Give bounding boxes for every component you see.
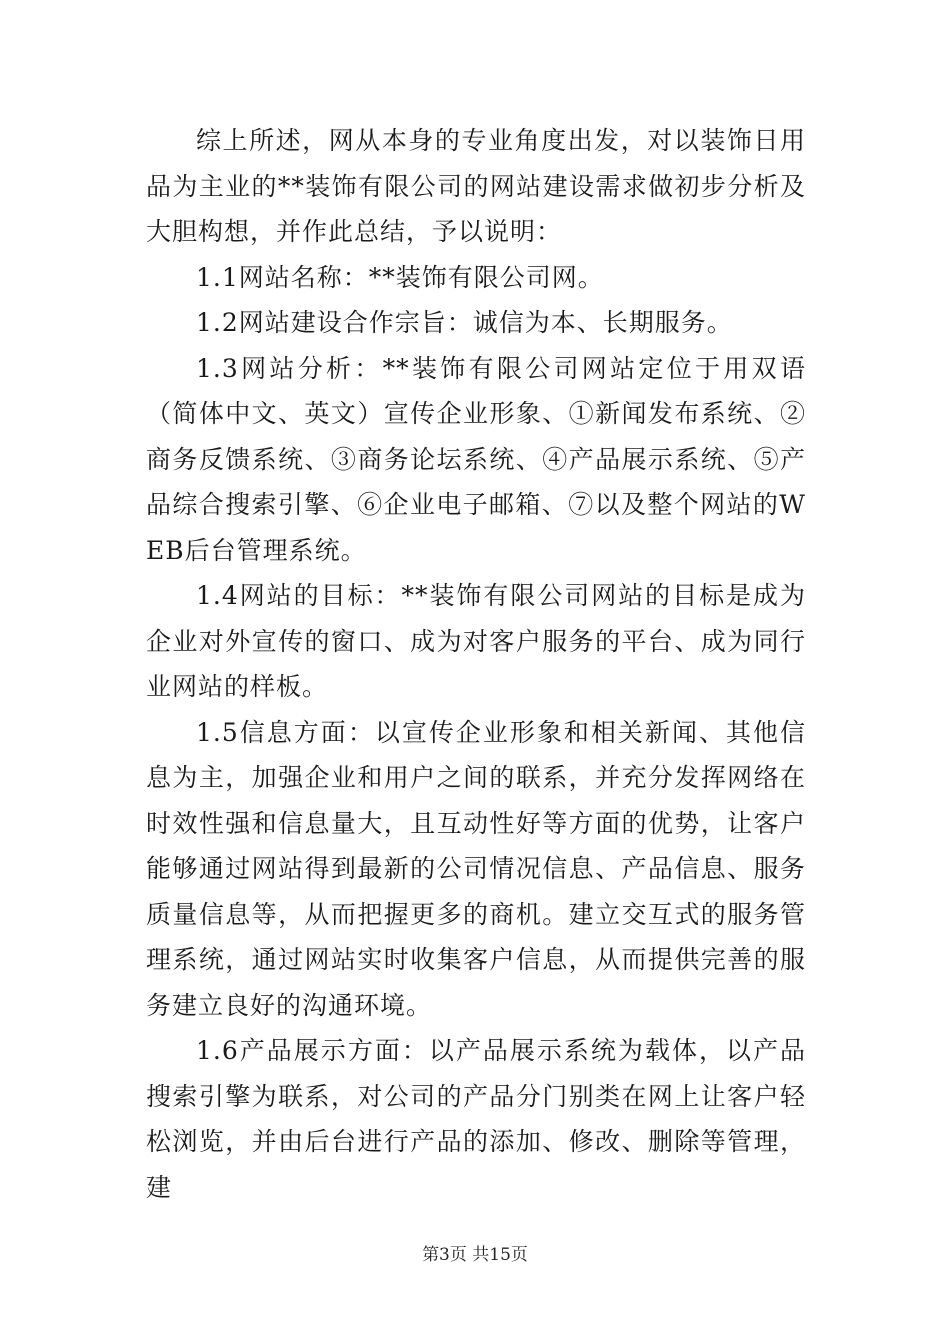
paragraph-site-analysis: 1.3网站分析：**装饰有限公司网站定位于用双语（简体中文、英文）宣传企业形象、①新闻发布系统、②商务反馈系统、③商务论坛系统、④产品展示系统、⑤产品综合搜索引擎、⑥企业电子邮箱、⑦以及整个网站的WEB后台管理系统。 [146,353,806,565]
page-number-footer: 第3页 共15页 [422,1245,528,1265]
paragraph-site-goal: 1.4网站的目标：**装饰有限公司网站的目标是成为企业对外宣传的窗口、成为对客户服务的平台、成为同行业网站的样板。 [146,581,806,701]
paragraph-site-name: 1.1网站名称：**装饰有限公司网。 [196,262,604,292]
document-body [146,118,806,1210]
paragraph-summary: 综上所述，网从本身的专业角度出发，对以装饰日用品为主业的**装饰有限公司的网站建设需求做初步分析及大胆构想，并作此总结，予以说明： [146,126,806,246]
paragraph-cooperation-purpose: 1.2网站建设合作宗旨：诚信为本、长期服务。 [196,308,733,337]
paragraph-product-display: 1.6产品展示方面：以产品展示系统为载体，以产品搜索引擎为联系，对公司的产品分门别类在网上让客户轻松浏览，并由后台进行产品的添加、修改、删除等管理，建 [146,1036,806,1202]
paragraph-information: 1.5信息方面：以宣传企业形象和相关新闻、其他信息为主，加强企业和用户之间的联系，并充分发挥网络在时效性强和信息量大，且互动性好等方面的优势，让客户能够通过网站得到最新的公司情况信息、产品信息、服务质量信息等，从而把握更多的商机。建立交互式的服务管理系统，通过网站实时收集客户信息，从而提供完善的服务建立良好的沟通环境。 [146,717,806,1020]
